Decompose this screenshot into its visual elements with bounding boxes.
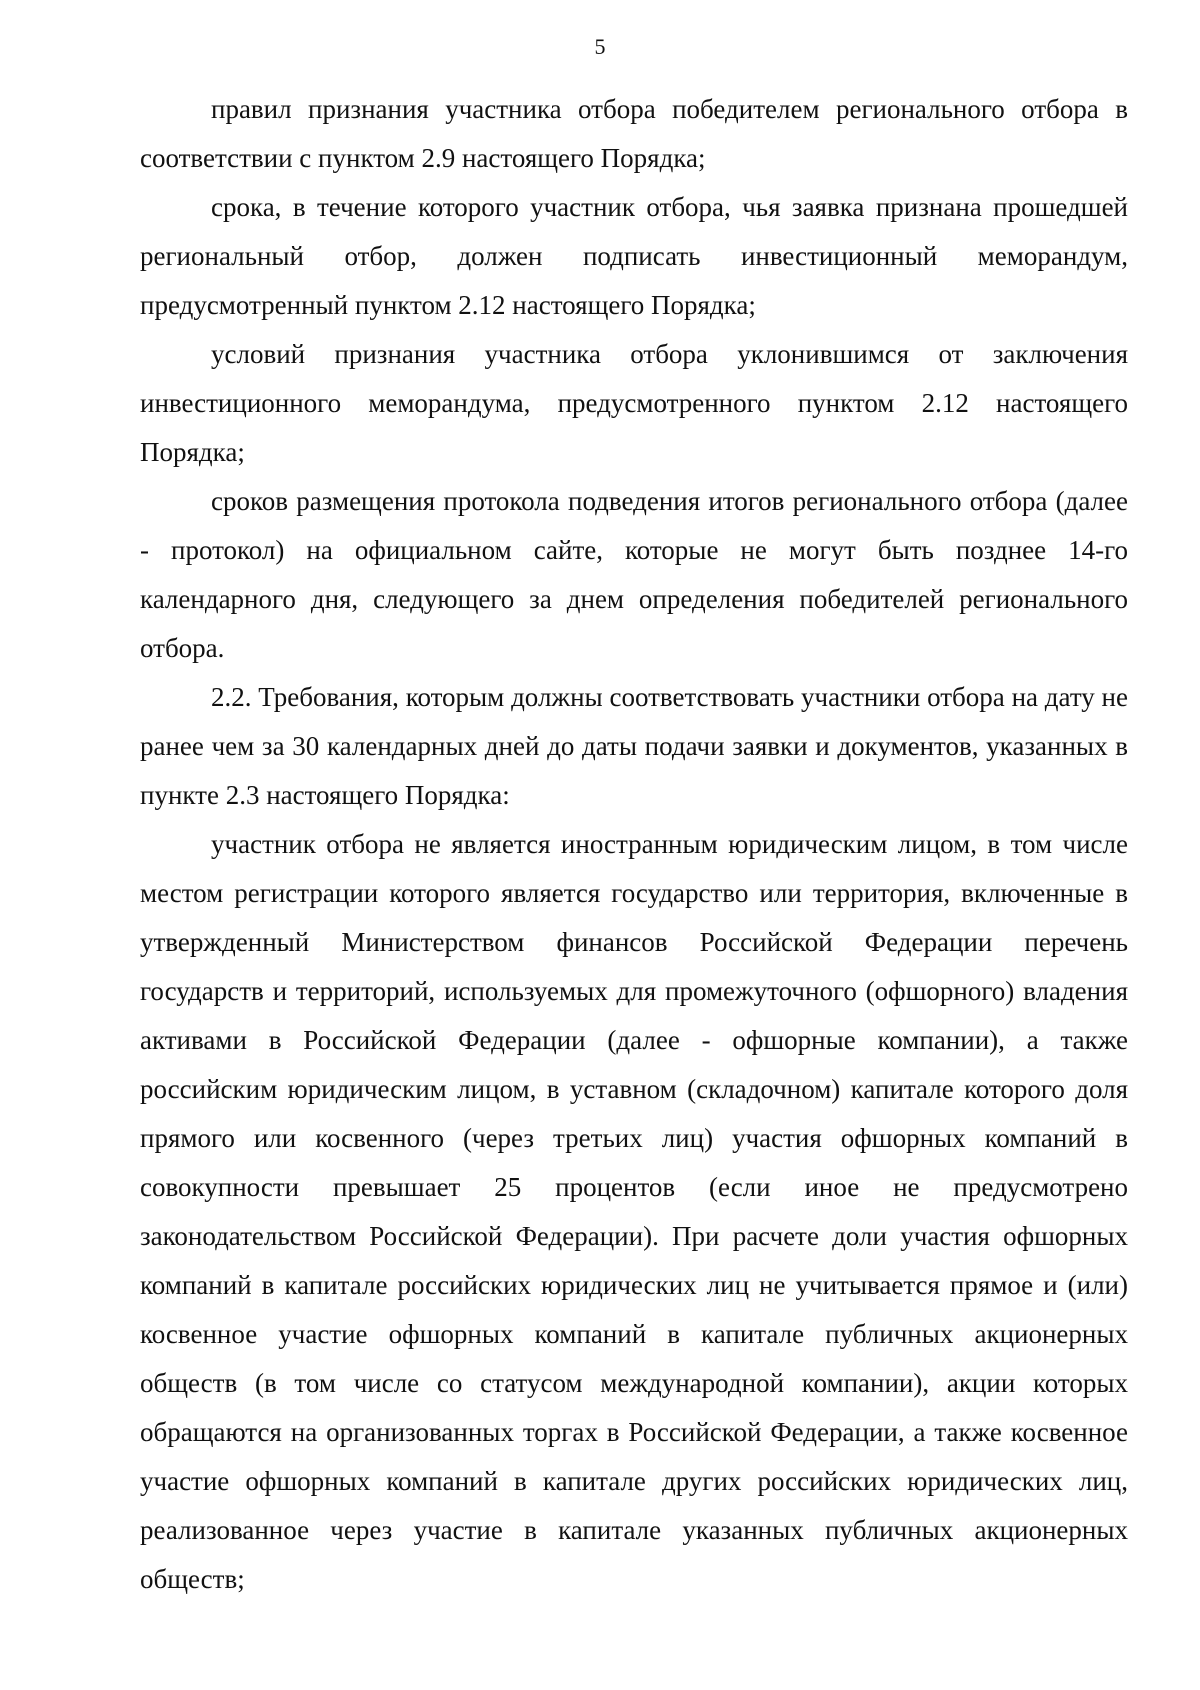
- paragraph-section-2-2: 2.2. Требования, которым должны соответствовать участники отбора на дату не ранее чем за 30 календарных дней до даты подачи заявки и документов, указанных в пункте 2.3 настоящего Порядка:: [140, 682, 1128, 810]
- paragraph-memorandum-term: срока, в течение которого участник отбора, чья заявка признана прошедшей региональный отбор, должен подписать инвестиционный меморандум, предусмотренный пунктом 2.12 настоящего Порядка;: [140, 192, 1128, 320]
- document-body: [140, 85, 1128, 1604]
- paragraph-winner-rules: правил признания участника отбора победителем регионального отбора в соответствии с пунктом 2.9 настоящего Порядка;: [140, 94, 1128, 173]
- paragraph-evasion-conditions: условий признания участника отбора уклонившимся от заключения инвестиционного меморандума, предусмотренного пунктом 2.12 настоящего Порядка;: [140, 339, 1128, 467]
- paragraph-offshore-requirement: участник отбора не является иностранным юридическим лицом, в том числе местом регистрации которого является государство или территория, включенные в утвержденный Министерством финансов Российской Федерации перечень государств и территорий, используемых для промежуточного (офшорного) владения активами в Российской Федерации (далее - офшорные компании), а также российским юридическим лицом, в уставном (складочном) капитале которого доля прямого или косвенного (через третьих лиц) участия офшорных компаний в совокупности превышает 25 процентов (если иное не предусмотрено законодательством Российской Федерации). При расчете доли участия офшорных компаний в капитале российских юридических лиц не учитывается прямое и (или) косвенное участие офшорных компаний в капитале публичных акционерных обществ (в том числе со статусом международной компании), акции которых обращаются на организованных торгах в Российской Федерации, а также косвенное участие офшорных компаний в капитале других российских юридических лиц, реализованное через участие в капитале указанных публичных акционерных обществ;: [140, 829, 1128, 1594]
- page-number: 5: [594, 34, 606, 59]
- paragraph-protocol-deadlines: сроков размещения протокола подведения итогов регионального отбора (далее - протокол) на официальном сайте, которые не могут быть позднее 14-го календарного дня, следующего за днем определения победителей регионального отбора.: [140, 486, 1128, 663]
